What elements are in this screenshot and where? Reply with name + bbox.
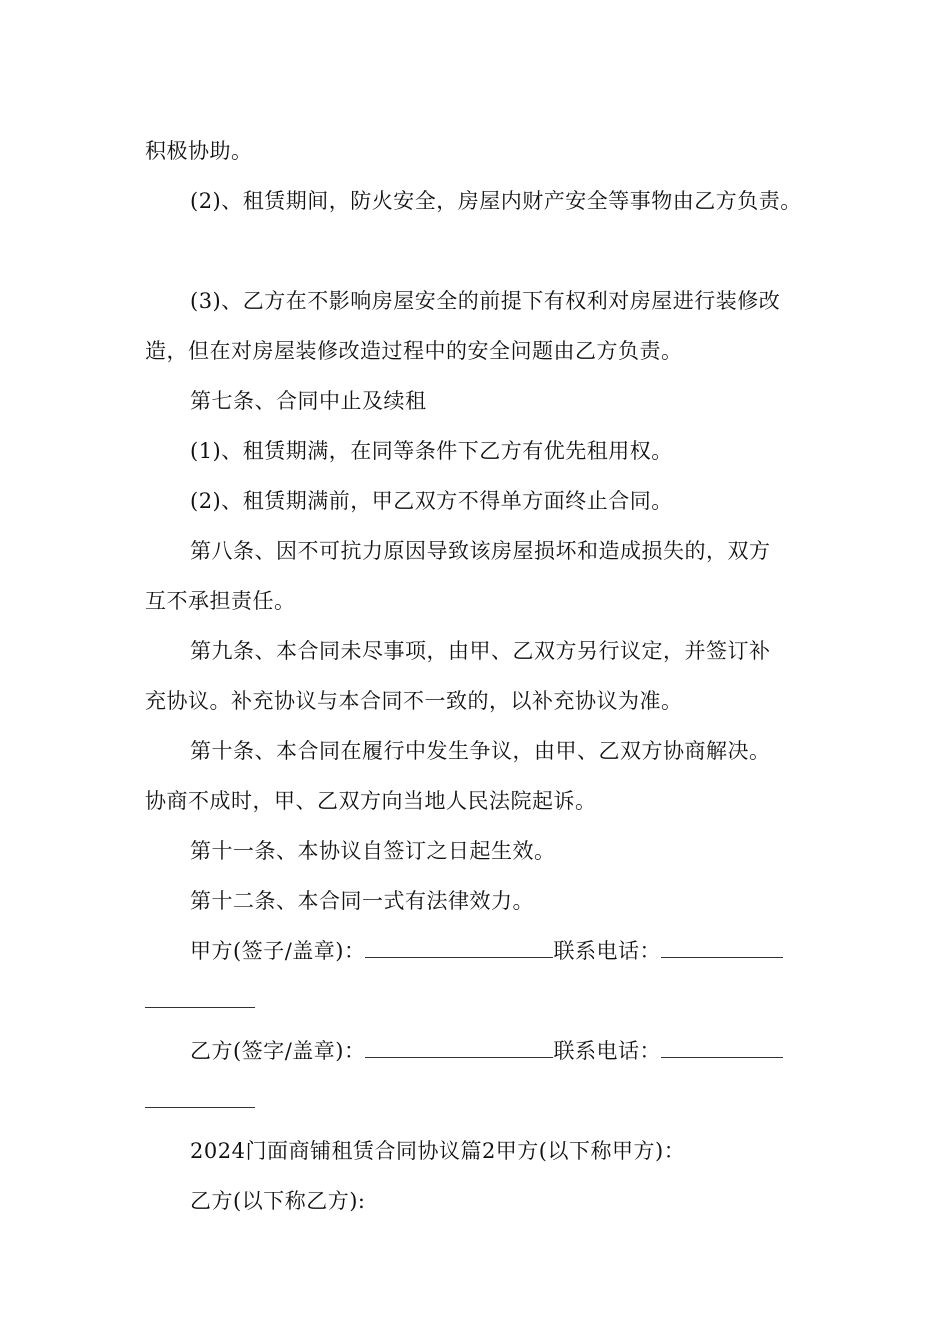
text-line: 积极协助。 xyxy=(145,139,253,163)
party-b-phone-label: 联系电话： xyxy=(553,1039,661,1063)
text-line: 第十二条、本合同一式有法律效力。 xyxy=(190,889,534,913)
section-heading: 第七条、合同中止及续租 xyxy=(190,389,427,413)
text-line: (1)、租赁期满，在同等条件下乙方有优先租用权。 xyxy=(190,439,673,463)
text-line: (3)、乙方在不影响房屋安全的前提下有权利对房屋进行装修改 xyxy=(190,289,781,313)
text-line: 互不承担责任。 xyxy=(145,589,296,613)
party-a-signature-field[interactable] xyxy=(365,937,553,958)
text-line: 第十条、本合同在履行中发生争议，由甲、乙双方协商解决。 xyxy=(190,739,771,763)
party-a-phone-continuation xyxy=(145,986,825,1016)
party-a-label: 甲方(签子/盖章)： xyxy=(190,939,366,963)
text-line: 2024门面商铺租赁合同协议篇2甲方(以下称甲方)： xyxy=(190,1139,686,1163)
text-line: 充协议。补充协议与本合同不一致的，以补充协议为准。 xyxy=(145,689,683,713)
text-line: 协商不成时，甲、乙双方向当地人民法院起诉。 xyxy=(145,789,597,813)
party-b-phone-continuation xyxy=(145,1086,825,1116)
party-a-phone-field[interactable] xyxy=(661,937,783,958)
party-b-phone-field[interactable] xyxy=(661,1037,783,1058)
party-b-signature-line xyxy=(190,1036,870,1066)
party-a-phone-field-continued[interactable] xyxy=(145,987,255,1008)
text-line: (2)、租赁期满前，甲乙双方不得单方面终止合同。 xyxy=(190,489,673,513)
text-line: (2)、租赁期间，防火安全，房屋内财产安全等事物由乙方负责。 xyxy=(190,189,802,213)
party-b-signature-field[interactable] xyxy=(365,1037,553,1058)
party-b-label: 乙方(签字/盖章)： xyxy=(190,1039,366,1063)
text-line: 造，但在对房屋装修改造过程中的安全问题由乙方负责。 xyxy=(145,339,683,363)
party-a-phone-label: 联系电话： xyxy=(553,939,661,963)
text-line: 乙方(以下称乙方): xyxy=(190,1189,366,1213)
party-b-phone-field-continued[interactable] xyxy=(145,1087,255,1108)
party-a-signature-line xyxy=(190,936,870,966)
text-line: 第八条、因不可抗力原因导致该房屋损坏和造成损失的，双方 xyxy=(190,539,771,563)
text-line: 第九条、本合同未尽事项，由甲、乙双方另行议定，并签订补 xyxy=(190,639,771,663)
text-line: 第十一条、本协议自签订之日起生效。 xyxy=(190,839,556,863)
